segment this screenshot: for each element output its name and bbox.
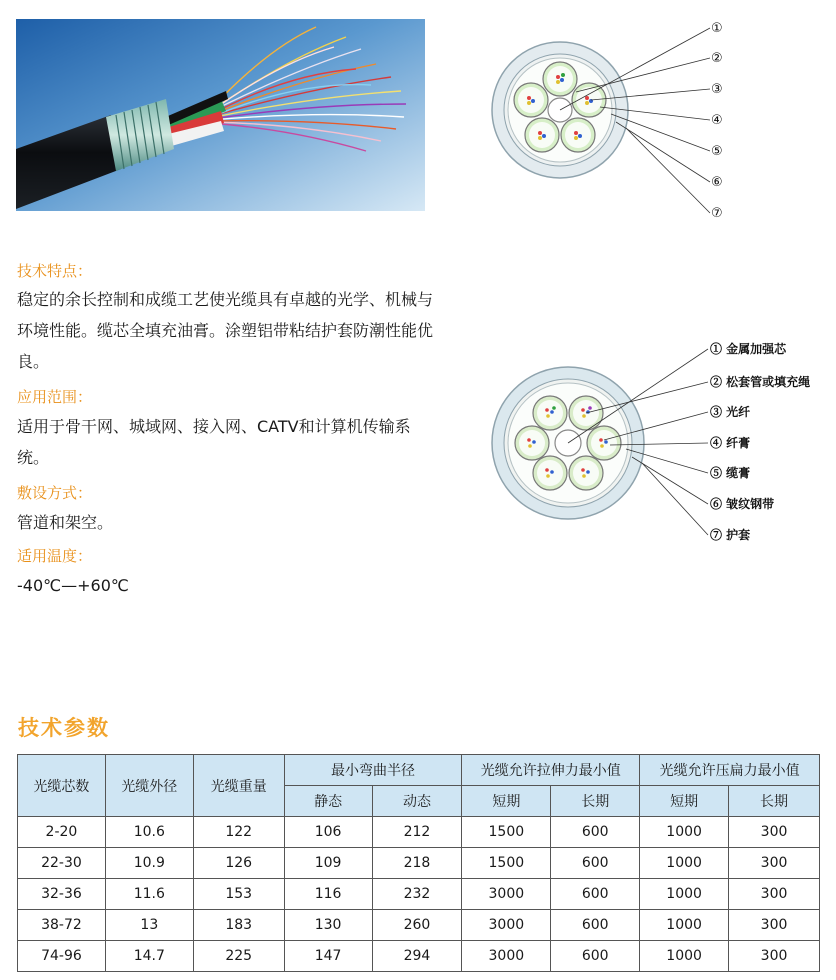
cell: 10.9 xyxy=(105,848,193,879)
temperature-text: -40℃—+60℃ xyxy=(17,576,129,595)
cell: 1000 xyxy=(640,879,729,910)
table-row xyxy=(18,910,820,941)
header-tensile-long: 长期 xyxy=(551,786,640,817)
marker-1: ① xyxy=(711,21,723,36)
marker-6: ⑥ xyxy=(711,175,723,190)
cell: 2-20 xyxy=(18,817,106,848)
cell: 122 xyxy=(193,817,284,848)
table-row xyxy=(18,941,820,972)
cell: 1500 xyxy=(462,817,551,848)
cell: 3000 xyxy=(462,910,551,941)
cell: 600 xyxy=(551,910,640,941)
marker-3: ③ xyxy=(711,82,723,97)
cell: 300 xyxy=(729,817,820,848)
cell: 300 xyxy=(729,848,820,879)
cell: 22-30 xyxy=(18,848,106,879)
header-diameter: 光缆外径 xyxy=(105,755,193,817)
cell: 183 xyxy=(193,910,284,941)
marker-4: ④ xyxy=(711,113,723,128)
cell: 109 xyxy=(284,848,372,879)
cell: 3000 xyxy=(462,941,551,972)
cell: 116 xyxy=(284,879,372,910)
label-fiber-gel: ④ 纤膏 xyxy=(710,436,751,450)
header-crush: 光缆允许压扁力最小值 xyxy=(640,755,820,786)
cell: 13 xyxy=(105,910,193,941)
cell: 126 xyxy=(193,848,284,879)
cell: 106 xyxy=(284,817,372,848)
cell: 260 xyxy=(372,910,462,941)
temperature-label: 适用温度： xyxy=(17,547,93,565)
cell: 600 xyxy=(551,941,640,972)
cell: 38-72 xyxy=(18,910,106,941)
header-dynamic: 动态 xyxy=(372,786,462,817)
cell: 32-36 xyxy=(18,879,106,910)
cell: 1000 xyxy=(640,910,729,941)
cell: 300 xyxy=(729,879,820,910)
marker-7: ⑦ xyxy=(711,206,723,221)
cell: 212 xyxy=(372,817,462,848)
header-crush-long: 长期 xyxy=(729,786,820,817)
cross-section-diagram-top xyxy=(480,10,820,225)
cross-section-diagram-bottom xyxy=(480,335,836,550)
table-row xyxy=(18,817,820,848)
cell: 218 xyxy=(372,848,462,879)
cell: 14.7 xyxy=(105,941,193,972)
cell: 153 xyxy=(193,879,284,910)
header-weight: 光缆重量 xyxy=(193,755,284,817)
cell: 11.6 xyxy=(105,879,193,910)
cell: 74-96 xyxy=(18,941,106,972)
application-text: 适用于骨干网、城域网、接入网、CATV和计算机传输系统。 xyxy=(17,417,411,467)
table-row xyxy=(18,879,820,910)
cell: 1000 xyxy=(640,941,729,972)
laying-text: 管道和架空。 xyxy=(17,513,114,532)
params-title: 技术参数 xyxy=(18,715,110,740)
cable-photo xyxy=(16,19,425,211)
marker-2: ② xyxy=(711,51,723,66)
cell: 294 xyxy=(372,941,462,972)
cell: 1000 xyxy=(640,848,729,879)
cell: 600 xyxy=(551,817,640,848)
cell: 232 xyxy=(372,879,462,910)
cell: 600 xyxy=(551,879,640,910)
header-cores: 光缆芯数 xyxy=(18,755,106,817)
cell: 10.6 xyxy=(105,817,193,848)
features-text: 稳定的余长控制和成缆工艺使光缆具有卓越的光学、机械与环境性能。缆芯全填充油膏。涂塑铝带粘结护套防潮性能优良。 xyxy=(17,290,434,371)
label-cable-gel: ⑤ 缆膏 xyxy=(710,466,751,480)
cell: 130 xyxy=(284,910,372,941)
header-tensile-short: 短期 xyxy=(462,786,551,817)
cell: 600 xyxy=(551,848,640,879)
label-loose-tube: ② 松套管或填充绳 xyxy=(710,375,811,389)
application-label: 应用范围： xyxy=(17,388,93,406)
cell: 1000 xyxy=(640,817,729,848)
label-sheath: ⑦ 护套 xyxy=(710,528,751,542)
label-metal-strength-core: ① 金属加强芯 xyxy=(710,342,787,356)
table-row xyxy=(18,848,820,879)
cell: 3000 xyxy=(462,879,551,910)
cell: 1500 xyxy=(462,848,551,879)
features-label: 技术特点： xyxy=(17,262,93,280)
laying-label: 敷设方式： xyxy=(17,484,93,502)
cell: 300 xyxy=(729,941,820,972)
cell: 300 xyxy=(729,910,820,941)
header-bend-radius: 最小弯曲半径 xyxy=(284,755,462,786)
marker-5: ⑤ xyxy=(711,144,723,159)
cell: 225 xyxy=(193,941,284,972)
header-crush-short: 短期 xyxy=(640,786,729,817)
label-fiber: ③ 光纤 xyxy=(710,405,751,419)
cell: 147 xyxy=(284,941,372,972)
label-corrugated-steel-tape: ⑥ 皱纹钢带 xyxy=(710,497,775,511)
params-table xyxy=(17,754,820,972)
header-tensile: 光缆允许拉伸力最小值 xyxy=(462,755,640,786)
header-static: 静态 xyxy=(284,786,372,817)
